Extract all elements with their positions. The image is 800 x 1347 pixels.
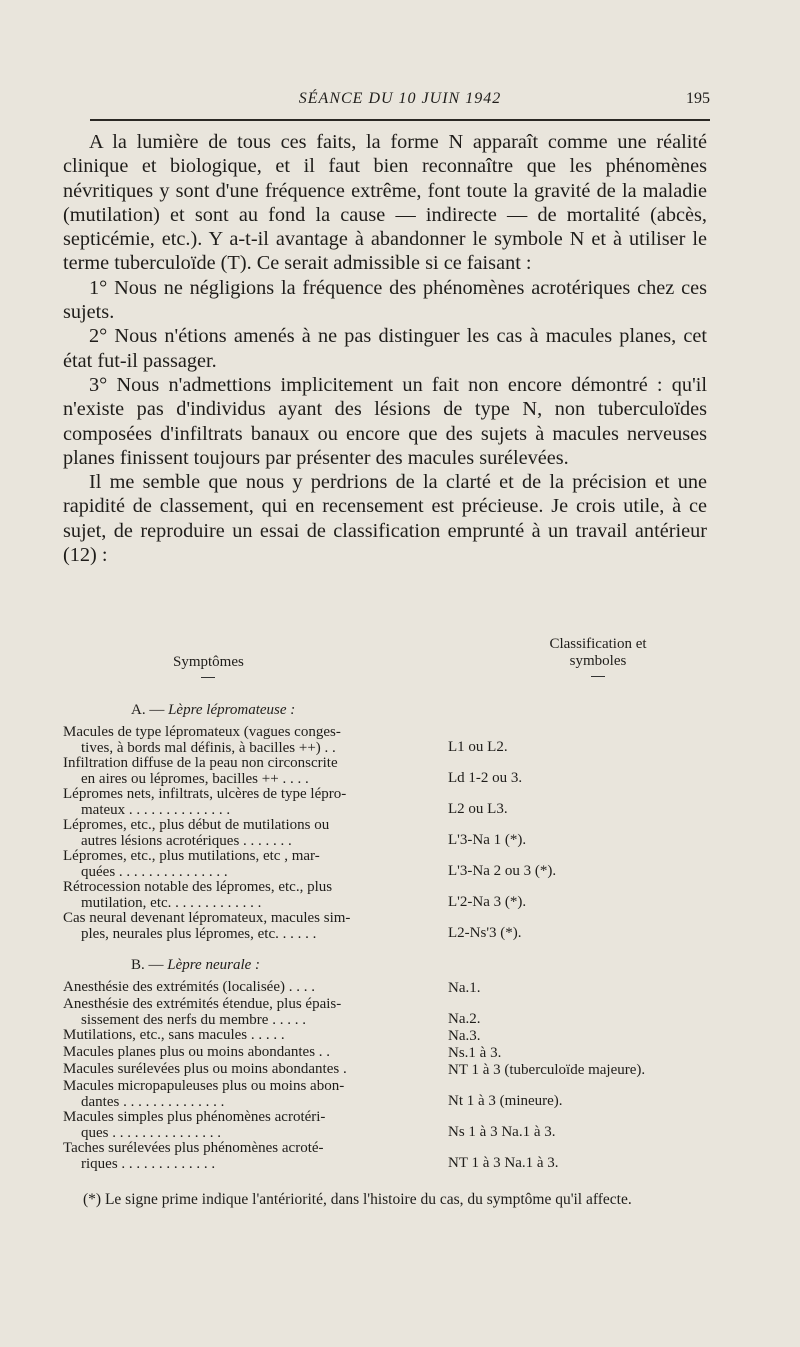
classification-cell: Ns.1 à 3. — [448, 1045, 502, 1061]
table-row — [63, 980, 708, 997]
table-row — [63, 997, 708, 1028]
paragraph: A la lumière de tous ces faits, la forme N apparaît comme une réalité clinique et biologique, et il faut bien reconnaître que les phénomènes névritiques y sont d'une fréquence extrême, font toute la gravité de la maladie (mutilation) et sont au fond la cause — indirecte — de mortalité (abcès, septicémie, etc.). Y a-t-il avantage à abandonner le symbole N et à utiliser le terme tuberculoïde (T). Ce serait admissible si ce faisant : — [63, 131, 707, 275]
classification-cell: L'3-Na 2 ou 3 (*). — [448, 863, 557, 879]
symptom-cell: Lépromes, etc., plus mutilations, etc , mar- quées . . . . . . . . . . . . . . . — [63, 848, 320, 880]
symptom-cell: Macules planes plus ou moins abondantes . . — [63, 1044, 331, 1060]
classification-cell: Ld 1-2 ou 3. — [448, 770, 523, 786]
symptom-cell: Lépromes nets, infiltrats, ulcères de type lépro- mateux . . . . . . . . . . . . . . — [63, 786, 347, 818]
classification-cell: L2-Ns'3 (*). — [448, 925, 522, 941]
table-row — [63, 787, 708, 818]
classification-cell: NT 1 à 3 Na.1 à 3. — [448, 1155, 559, 1171]
classification-cell: NT 1 à 3 (tuberculoïde majeure). — [448, 1062, 646, 1078]
section-gap — [63, 942, 708, 947]
symptom-cell: Cas neural devenant lépromateux, macules sim- ples, neurales plus lépromes, etc. . . . . . — [63, 910, 351, 942]
symptom-cell: Rétrocession notable des lépromes, etc., plus mutilation, etc. . . . . . . . . . . . . — [63, 879, 333, 911]
table-row — [63, 818, 708, 849]
running-title: SÉANCE DU 10 JUIN 1942 — [298, 90, 502, 107]
symptom-cell: Lépromes, etc., plus début de mutilations ou autres lésions acrotériques . . . . . . . — [63, 817, 330, 849]
classification-cell: L2 ou L3. — [448, 801, 508, 817]
table-row — [63, 756, 708, 787]
symptom-cell: Anesthésie des extrémités étendue, plus épais- sissement des nerfs du membre . . . . . — [63, 996, 342, 1028]
classification-cell: L1 ou L2. — [448, 739, 508, 755]
classification-cell: Na.1. — [448, 980, 481, 996]
table-column-headers — [63, 636, 708, 692]
paragraph: 3° Nous n'admettions implicitement un fait non encore démontré : qu'il n'existe pas d'individus ayant des lésions de type N, non tuberculoïdes composées d'infiltrats banaux ou encore que des sujets à macules nerveuses planes finissent toujours par présenter des macules surélevées. — [63, 373, 707, 469]
table-row — [63, 1045, 708, 1062]
classification-table — [63, 636, 708, 1172]
footnote: (*) Le signe prime indique l'antériorité, dans l'histoire du cas, du symptôme qu'il affecte. — [83, 1191, 632, 1208]
paragraph: 1° Nous ne négligions la fréquence des phénomènes acrotériques chez ces sujets. — [63, 276, 707, 324]
section-title: A. — Lèpre lépromateuse : — [131, 702, 296, 718]
table-row — [63, 1079, 708, 1110]
symptom-cell: Taches surélevées plus phénomènes acroté- riques . . . . . . . . . . . . . — [63, 1140, 324, 1172]
classification-cell: L'3-Na 1 (*). — [448, 832, 527, 848]
column-header-classification: Classification et symboles — [518, 636, 678, 677]
header-rule — [90, 119, 710, 121]
header-dash — [591, 676, 605, 677]
classification-cell: Na.2. — [448, 1011, 481, 1027]
header-dash — [201, 677, 215, 678]
table-row — [63, 880, 708, 911]
symptom-cell: Macules de type lépromateux (vagues conges- tives, à bords mal définis, à bacilles ++) . . — [63, 724, 341, 756]
table-row — [63, 849, 708, 880]
symptom-cell: Anesthésie des extrémités (localisée) . . . . — [63, 979, 315, 995]
classification-cell: L'2-Na 3 (*). — [448, 894, 527, 910]
paragraph: 2° Nous n'étions amenés à ne pas distinguer les cas à macules planes, cet état fut-il passager. — [63, 325, 707, 372]
page-header — [90, 90, 710, 114]
symptom-cell: Macules micropapuleuses plus ou moins abon- dantes . . . . . . . . . . . . . . — [63, 1078, 345, 1110]
classification-cell: Nt 1 à 3 (mineure). — [448, 1093, 563, 1109]
classification-cell: Ns 1 à 3 Na.1 à 3. — [448, 1124, 556, 1140]
table-row — [63, 911, 708, 942]
table-sections — [63, 702, 708, 1172]
classification-cell: Na.3. — [448, 1028, 481, 1044]
paragraph: Il me semble que nous y perdrions de la clarté et de la précision et une rapidité de classement, qui en recensement est précieuse. Je crois utile, à ce sujet, de reproduire un essai de classification emprunté à un travail antérieur (12) : — [63, 471, 707, 567]
page-number: 195 — [686, 90, 710, 107]
symptom-cell: Macules surélevées plus ou moins abondantes . — [63, 1061, 347, 1077]
body-text — [63, 130, 707, 567]
symptom-cell: Mutilations, etc., sans macules . . . . . — [63, 1027, 285, 1043]
symptom-cell: Infiltration diffuse de la peau non circonscrite en aires ou lépromes, bacilles ++ . . . . — [63, 755, 338, 787]
table-row — [63, 1028, 708, 1045]
table-row — [63, 725, 708, 756]
symptom-cell: Macules simples plus phénomènes acrotéri- ques . . . . . . . . . . . . . . . — [63, 1109, 326, 1141]
column-header-symptoms: Symptômes — [173, 654, 244, 678]
table-row — [63, 1141, 708, 1172]
table-row — [63, 1062, 708, 1079]
table-row — [63, 1110, 708, 1141]
section-title: B. — Lèpre neurale : — [131, 957, 261, 973]
